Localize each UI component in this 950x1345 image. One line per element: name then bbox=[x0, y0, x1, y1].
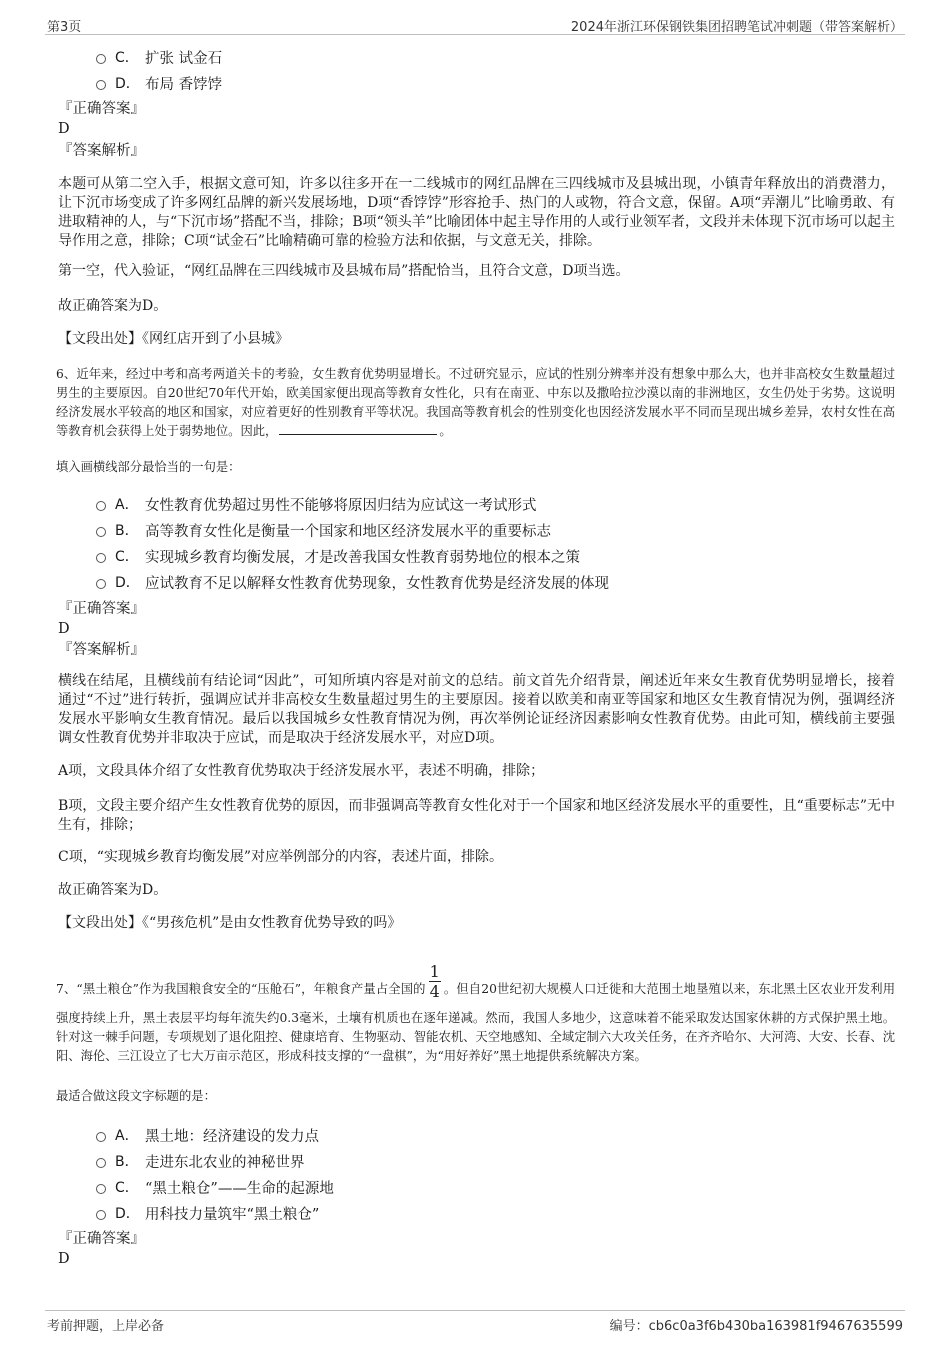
source-citation: 【文段出处】《“男孩危机”是由女性教育优势导致的吗》 bbox=[58, 915, 402, 931]
answer-value: D bbox=[58, 621, 70, 637]
analysis-paragraph: 第一空，代入验证，“网红品牌在三四线城市及县城布局”搭配恰当，且符合文意，D项当选。 bbox=[58, 263, 630, 279]
q6-options bbox=[96, 491, 609, 595]
answer-value: D bbox=[58, 1251, 70, 1267]
page-footer bbox=[45, 1310, 905, 1333]
radio-icon[interactable] bbox=[96, 1158, 106, 1168]
q5-options bbox=[96, 44, 222, 96]
option-a[interactable]: A． 女性教育优势超过男性不能够将原因归结为应试这一考试形式 bbox=[96, 491, 609, 517]
option-c[interactable]: C． 实现城乡教育均衡发展，才是改善我国女性教育弱势地位的根本之策 bbox=[96, 543, 609, 569]
analysis-conclusion: 故正确答案为D。 bbox=[58, 298, 168, 314]
source-citation: 【文段出处】《网红店开到了小县城》 bbox=[58, 331, 289, 347]
analysis-paragraph: A项，文段具体介绍了女性教育优势取决于经济发展水平，表述不明确，排除； bbox=[58, 763, 545, 779]
question-6-stem: 6、近年来，经过中考和高考两道关卡的考验，女生教育优势明显增长。不过研究显示，应试的性别分辨率并没有想象中那么大，也并非高校女生数量超过男生的主要原因。自20世纪70年代开始，欧美国家便出现高等教育女性化，只有在南亚、中东以及撒哈拉沙漠以南的非洲地区，女生仍处于劣势。这说明经济发展水平较高的地区和国家，对应着更好的性别教育平等状况。我国高等教育机会的性别变化也因经济发展水平不同而呈现出城乡差异，农村女性在高等教育机会获得上处于弱势地位。因此， 。 bbox=[56, 367, 895, 438]
answer-value: D bbox=[58, 121, 70, 137]
analysis-paragraph: 横线在结尾，且横线前有结论词“因此”，可知所填内容是对前文的总结。前文首先介绍背景，阐述近年来女生教育优势明显增长，接着通过“不过”进行转折，强调应试并非高校女生数量超过男生的主要原因。接着以欧美和南亚等国家和地区女生教育情况为例，强调经济发展水平影响女生教育情况。最后以我国城乡女性教育情况为例，再次举例论证经济因素影响女性教育优势。由此可知，横线前主要强调女性教育优势并非取决于应试，而是取决于经济发展水平，对应D项。 bbox=[58, 673, 895, 746]
answer-label: 『正确答案』 bbox=[58, 101, 145, 117]
analysis-paragraph: C项，“实现城乡教育均衡发展”对应举例部分的内容，表述片面，排除。 bbox=[58, 849, 504, 865]
question-7-stem: 7、“黑土粮仓”作为我国粮食安全的“压舱石”，年粮食产量占全国的 $\frac{1}{4}$ 。但自20世纪初大规模人口迁徙和大范围土地垦殖以来，东北黑土区农业开发利用强度持续上升，黑土表层平均每年流失约0.3毫米，土壤有机质也在逐年递减。然而，我国人多地少，这意味着不能采取发达国家休耕的方式保护黑土地。针对这一棘手问题，专项规划了退化阻控、健康培育、生物驱动、智能农机、天空地感知、全域定制六大攻关任务，在齐齐哈尔、大河湾、大安、长春、沈阳、海伦、三江设立了七大万亩示范区，形成科技支撑的“一盘棋”，为“用好养好”黑土地提供系统解决方案。 bbox=[56, 962, 895, 1063]
radio-icon[interactable] bbox=[96, 1132, 106, 1142]
option-d[interactable]: D． 应试教育不足以解释女性教育优势现象，女性教育优势是经济发展的体现 bbox=[96, 569, 609, 595]
radio-icon[interactable] bbox=[96, 553, 106, 563]
option-a[interactable]: A． 黑土地：经济建设的发力点 bbox=[96, 1122, 334, 1148]
document-title: 2024年浙江环保钢铁集团招聘笔试冲刺题（带答案解析） bbox=[570, 20, 903, 35]
fill-blank bbox=[279, 422, 437, 435]
option-d[interactable]: D． 布局 香饽饽 bbox=[96, 70, 222, 96]
radio-icon[interactable] bbox=[96, 1210, 106, 1220]
q7-options bbox=[96, 1122, 334, 1226]
option-b[interactable]: B． 高等教育女性化是衡量一个国家和地区经济发展水平的重要标志 bbox=[96, 517, 609, 543]
analysis-label: 『答案解析』 bbox=[58, 143, 145, 159]
radio-icon[interactable] bbox=[96, 1184, 106, 1194]
page-header bbox=[45, 14, 905, 35]
analysis-conclusion: 故正确答案为D。 bbox=[58, 882, 168, 898]
footer-slogan: 考前押题，上岸必备 bbox=[47, 1319, 165, 1334]
radio-icon[interactable] bbox=[96, 54, 106, 64]
option-b[interactable]: B． 走进东北农业的神秘世界 bbox=[96, 1148, 334, 1174]
radio-icon[interactable] bbox=[96, 501, 106, 511]
radio-icon[interactable] bbox=[96, 579, 106, 589]
radio-icon[interactable] bbox=[96, 80, 106, 90]
option-d[interactable]: D． 用科技力量筑牢“黑土粮仓” bbox=[96, 1200, 334, 1226]
radio-icon[interactable] bbox=[96, 527, 106, 537]
question-6-prompt: 填入画横线部分最恰当的一句是： bbox=[56, 460, 241, 474]
document-id: 编号：cb6c0a3f6b430ba163981f9467635599 bbox=[609, 1319, 903, 1334]
fraction: $\frac{1}{4}$ bbox=[429, 962, 440, 1001]
analysis-paragraph: B项，文段主要介绍产生女性教育优势的原因，而非强调高等教育女性化对于一个国家和地区经济发展水平的重要性，且“重要标志”无中生有，排除； bbox=[58, 798, 895, 833]
answer-label: 『正确答案』 bbox=[58, 601, 145, 617]
analysis-paragraph: 本题可从第二空入手，根据文意可知，许多以往多开在一二线城市的网红品牌在三四线城市及县城出现，小镇青年释放出的消费潜力，让下沉市场变成了许多网红品牌的新兴发展场地，D项“香饽饽”形容抢手、热门的人或物，符合文意，保留。A项“弄潮儿”比喻勇敢、有进取精神的人，与“下沉市场”搭配不当，排除；B项“领头羊”比喻团体中起主导作用的人或行业领军者，文段并未体现下沉市场可以起主导作用之意，排除；C项“试金石”比喻精确可靠的检验方法和依据，与文意无关，排除。 bbox=[58, 176, 895, 249]
question-7-prompt: 最适合做这段文字标题的是： bbox=[56, 1089, 216, 1103]
analysis-label: 『答案解析』 bbox=[58, 642, 145, 658]
option-c[interactable]: C． “黑土粮仓”——生命的起源地 bbox=[96, 1174, 334, 1200]
answer-label: 『正确答案』 bbox=[58, 1231, 145, 1247]
page-number: 第3页 bbox=[47, 20, 82, 35]
option-c[interactable]: C． 扩张 试金石 bbox=[96, 44, 222, 70]
